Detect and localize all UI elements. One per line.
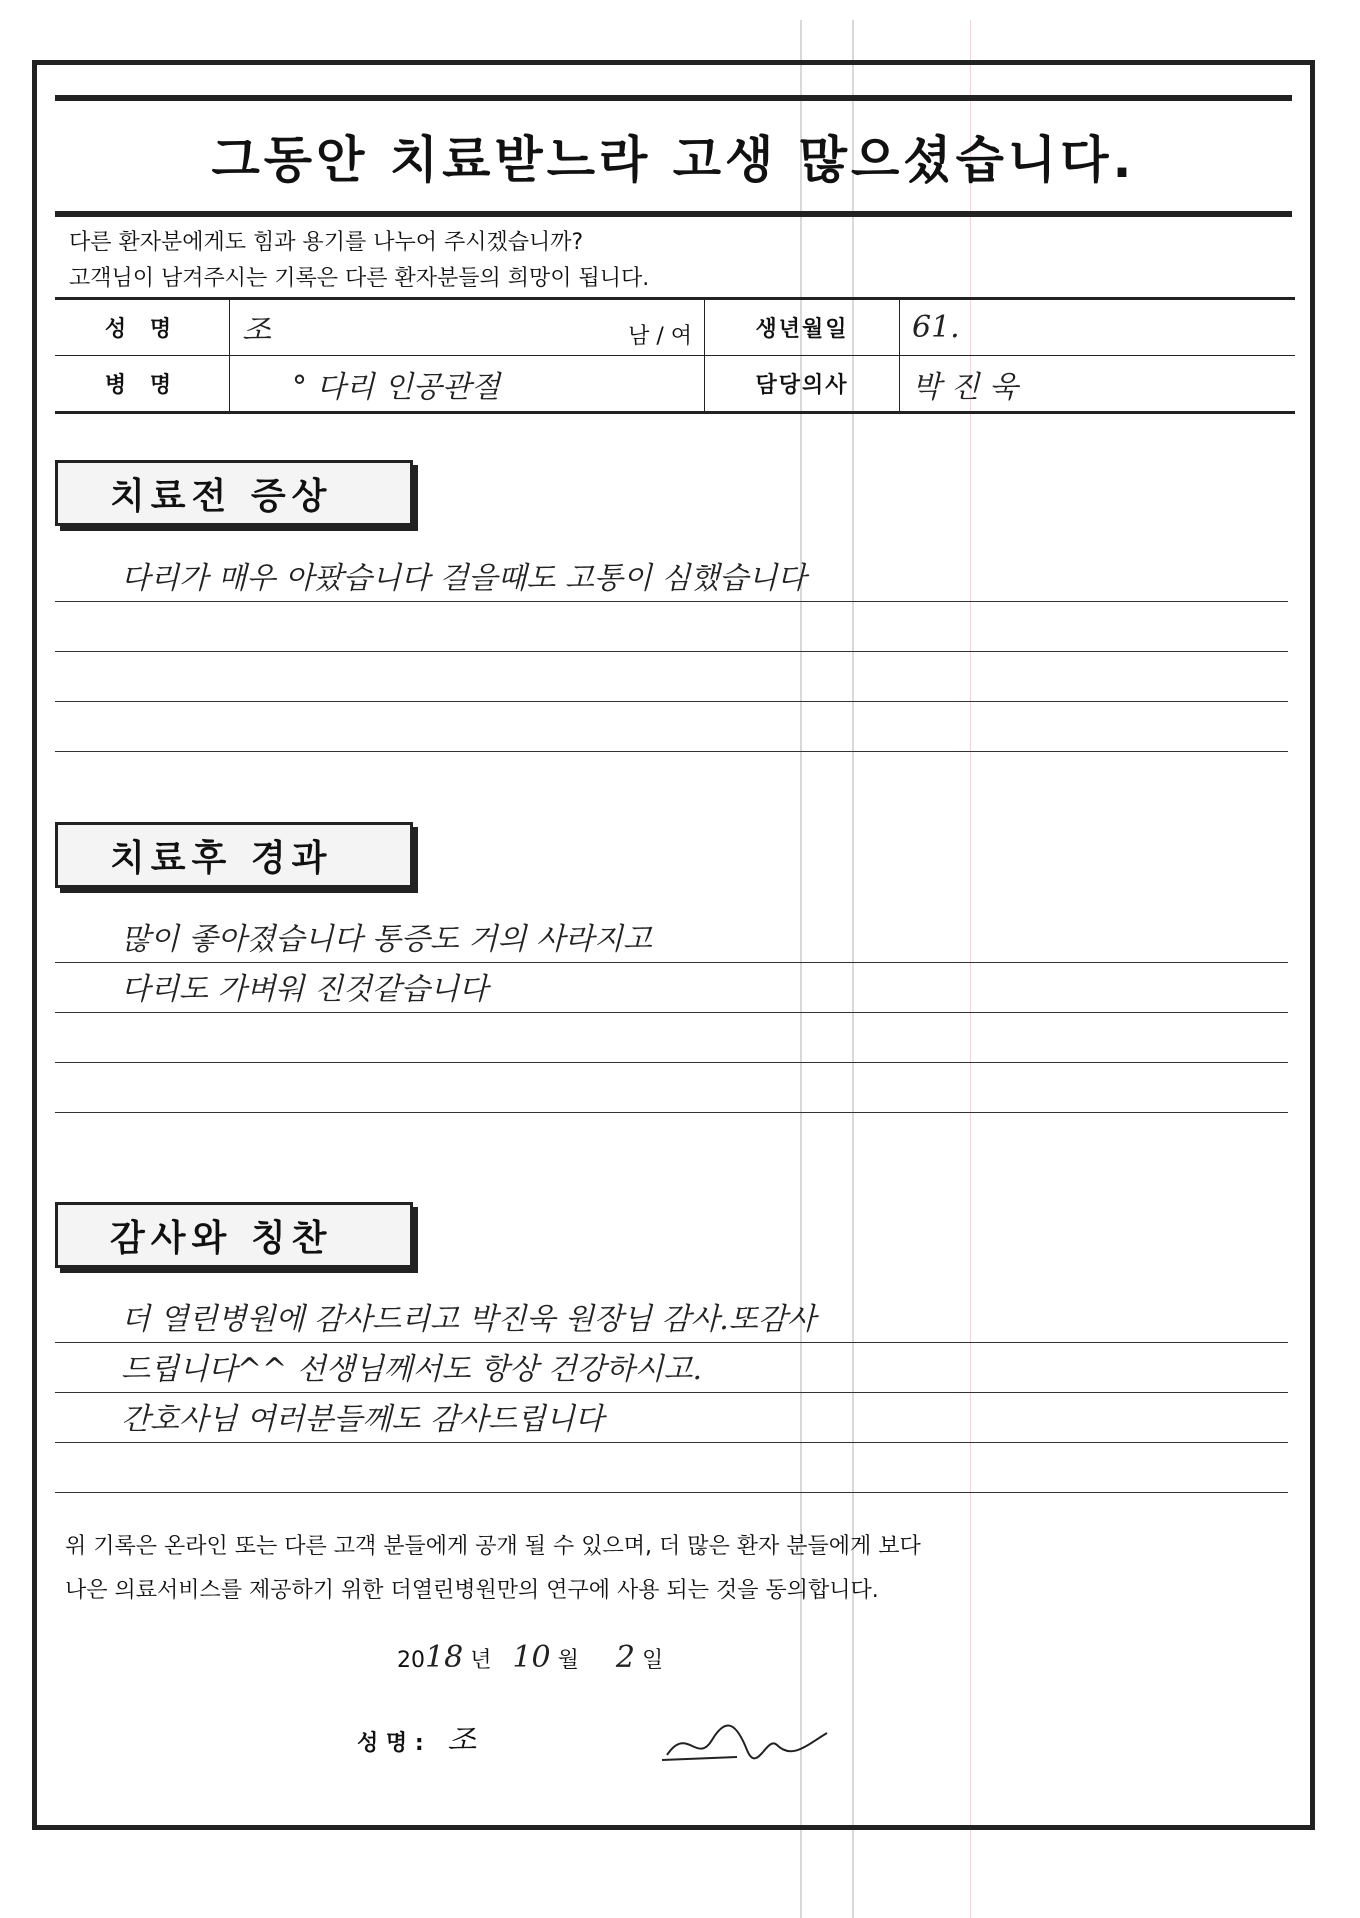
doctor-handwriting: 박 진 욱 [912, 369, 1019, 405]
doctor-value[interactable] [900, 356, 1296, 413]
writing-line[interactable] [55, 652, 1288, 702]
consent-text [55, 1525, 1292, 1613]
month-value[interactable]: 10 [512, 1640, 551, 1675]
handwritten-text: 많이 좋아졌습니다 통증도 거의 사라지고 [121, 922, 652, 957]
section-title-before: 치료전 증상 [55, 460, 413, 526]
day-label: 일 [642, 1648, 664, 1673]
info-row [55, 356, 1295, 413]
intro-line: 다른 환자분에게도 힘과 용기를 나누어 주시겠습니까? [69, 230, 584, 255]
writing-line[interactable] [55, 552, 1288, 602]
title-band [55, 95, 1292, 217]
section-title-after: 치료후 경과 [55, 822, 413, 888]
writing-line[interactable] [55, 1443, 1288, 1493]
section-title-thanks: 감사와 칭찬 [55, 1202, 413, 1268]
signature-name[interactable]: 조 [447, 1723, 477, 1758]
month-label: 월 [557, 1648, 579, 1673]
year-value[interactable]: 18 [425, 1640, 464, 1675]
info-row [55, 299, 1295, 356]
birth-value[interactable] [900, 299, 1296, 356]
birth-handwriting: 61. [912, 310, 960, 345]
consent-line: 위 기록은 온라인 또는 다른 고객 분들에게 공개 될 수 있으며, 더 많은 환자 분들에게 보다 [65, 1534, 921, 1559]
writing-line[interactable] [55, 1013, 1288, 1063]
handwritten-text: 간호사님 여러분들께도 감사드립니다 [121, 1402, 604, 1437]
writing-line[interactable] [55, 1393, 1288, 1443]
after-lines [55, 913, 1288, 1113]
writing-line[interactable] [55, 913, 1288, 963]
gender-field: 남 / 여 [628, 324, 692, 349]
intro-line: 고객님이 남겨주시는 기록은 다른 환자분들의 희망이 됩니다. [69, 266, 650, 291]
page-title: 그동안 치료받느라 고생 많으셨습니다. [211, 131, 1136, 189]
testimonial-form [32, 60, 1315, 1830]
signature-scribble-icon [657, 1715, 837, 1775]
writing-line[interactable] [55, 1293, 1288, 1343]
handwritten-text: 다리가 매우 아팠습니다 걸을때도 고통이 심했습니다 [121, 561, 807, 596]
writing-line[interactable] [55, 1343, 1288, 1393]
handwritten-text: 다리도 가벼워 진것같습니다 [121, 972, 488, 1007]
day-value[interactable]: 2 [615, 1640, 635, 1675]
handwritten-text: 더 열린병원에 감사드리고 박진욱 원장님 감사.또감사 [121, 1302, 816, 1337]
writing-line[interactable] [55, 963, 1288, 1013]
disease-handwriting: ° 다리 인공관절 [292, 369, 500, 405]
name-handwriting: 조 [242, 313, 271, 348]
date-line [397, 1640, 663, 1675]
doctor-label: 담당의사 [705, 356, 900, 413]
consent-line: 나은 의료서비스를 제공하기 위한 더열린병원만의 연구에 사용 되는 것을 동의합니다. [65, 1578, 879, 1603]
year-label: 년 [470, 1648, 492, 1673]
thanks-lines [55, 1293, 1288, 1493]
handwritten-text: 드립니다^^ 선생님께서도 항상 건강하시고. [121, 1352, 703, 1387]
signature-line [357, 1715, 476, 1759]
birth-label: 생년월일 [705, 299, 900, 356]
patient-info-table [55, 297, 1295, 414]
name-label: 성 명 [55, 299, 230, 356]
writing-line[interactable] [55, 702, 1288, 752]
before-lines [55, 552, 1288, 752]
name-value[interactable] [230, 299, 705, 356]
writing-line[interactable] [55, 1063, 1288, 1113]
intro-text [55, 225, 1292, 297]
disease-value[interactable] [230, 356, 705, 413]
disease-label: 병 명 [55, 356, 230, 413]
signature-label: 성 명 : [357, 1731, 424, 1756]
year-prefix: 20 [397, 1648, 425, 1673]
writing-line[interactable] [55, 602, 1288, 652]
